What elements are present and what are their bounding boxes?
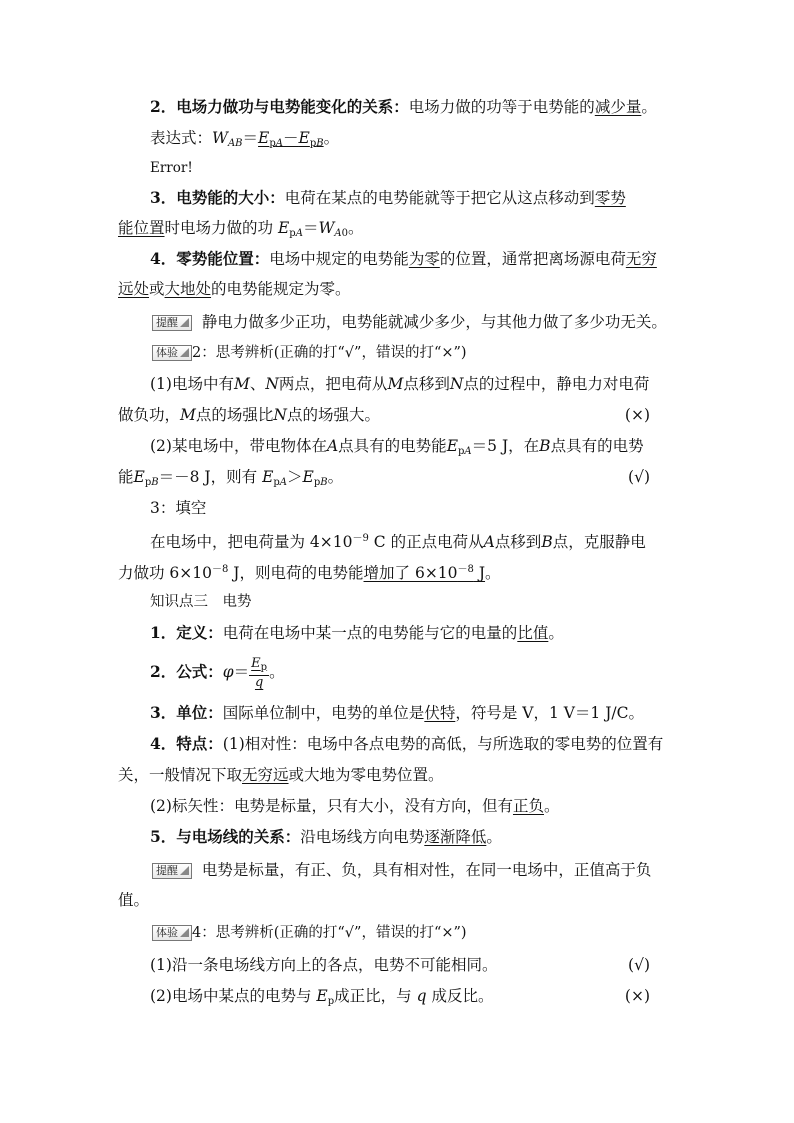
tip-label: 提醒 (152, 863, 192, 879)
answer-mark: (√) (628, 468, 650, 486)
body-text: 成正比，与 (334, 987, 412, 1005)
heading-text: 1．定义： (150, 623, 223, 642)
body-text: 力做功 6×10 (118, 564, 212, 582)
body-text: 表达式： (150, 129, 213, 147)
heading-text: 3．单位： (150, 703, 223, 722)
heading-text: 2．电场力做功与电势能变化的关系： (150, 97, 409, 116)
body-text: 的位置，通常把离场源电荷 (439, 250, 626, 268)
exercise-label: 体验 (152, 925, 192, 941)
tip-label: 提醒 (152, 315, 192, 331)
question-line: 做负功，M点的场强比N点的场强大。 (×) (118, 406, 650, 424)
exponent: －8 (212, 564, 229, 575)
body-text: 电荷在某点的电势能就等于把它从这点移动到 (284, 189, 595, 207)
text-line (150, 248, 678, 270)
body-text: C 的正点电荷从 (368, 533, 484, 551)
formula-line: 表达式：$W_{AB}=E_{pA}-E_{pB}$。 (150, 129, 340, 149)
body-text: (2)标矢性：电势是标量，只有大小，没有方向，但有 (150, 797, 513, 815)
answer-text (364, 564, 486, 582)
answer-text: 比值 (517, 624, 549, 642)
fraction: $\frac{E_p}{q}$ (251, 655, 268, 690)
error-text: Error! (150, 160, 193, 176)
heading-text: 5．与电场线的关系： (150, 827, 301, 846)
body-text: (1)相对性：电场中各点电势的高低，与所选取的零电势的位置有 (222, 735, 664, 753)
text-line (150, 702, 678, 724)
tip-line (118, 311, 678, 333)
body-text: 点的过程中，静电力对电荷 (463, 375, 650, 393)
body-text: 点移到 (403, 375, 450, 393)
question-line (150, 954, 678, 976)
heading-text: 2．公式： (150, 662, 223, 681)
answer-mark: (×) (624, 987, 650, 1005)
body-text: 。 (486, 828, 502, 846)
answer-text: 大地处 (164, 280, 212, 298)
body-text: 成反比。 (431, 987, 494, 1005)
body-text: 。 (485, 564, 501, 582)
formula-line: 2．公式：φ＝ $\frac{E_p}{q}$ 。 (150, 655, 285, 690)
exercise-title: 3：填空 (150, 499, 207, 517)
body-text: ＝－8 J，则有 (158, 468, 258, 486)
body-text: 点的场强大。 (286, 406, 380, 424)
body-text: ＝5 J，在 (471, 437, 540, 455)
body-text: 时电场力做的功 (164, 219, 274, 237)
body-text: (2)电场中某点的电势与 (150, 987, 312, 1005)
tip-line: 值。 (118, 891, 150, 909)
body-text: (1)电场中有 (150, 375, 234, 393)
body-text: 点移到 (494, 533, 542, 551)
body-text: 点具有的电势能 (338, 437, 447, 455)
answer-text: $E_{pA}-E_{pB}$ (258, 129, 324, 149)
answer-mark: (×) (624, 406, 650, 424)
answer-text: 正负 (512, 797, 544, 815)
body-text: 。 (543, 797, 560, 815)
answer-text: 无穷 (625, 250, 657, 268)
body-text: (2)某电场中，带电物体在 (150, 437, 327, 455)
exercise-label: 体验 (152, 345, 192, 361)
body-text: 。 (548, 624, 564, 642)
text-line (150, 733, 678, 755)
answer-text: 远处 (118, 280, 150, 298)
answer-text: 零势 (594, 189, 626, 207)
answer-text: 能位置 (118, 219, 165, 237)
answer-text: 伏特 (424, 704, 456, 722)
body-text: 国际单位制中，电势的单位是 (222, 704, 425, 722)
answer-text: 逐渐降低 (424, 828, 487, 846)
answer-part: J (473, 564, 486, 582)
text-line (150, 795, 678, 817)
question-line: 能$E_{pB}=-8$ J，则有 $E_{pA}>E_{pB}$。 (√) (118, 468, 650, 488)
text-line (118, 764, 678, 786)
body-text: 点的场强比 (195, 406, 274, 424)
body-text: 点具有的电势 (550, 437, 644, 455)
text-line (150, 96, 678, 118)
answer-mark: (√) (628, 956, 650, 974)
answer-text: 为零 (408, 250, 440, 268)
exponent: －8 (457, 564, 474, 575)
body-text: 电场中规定的电势能 (269, 250, 409, 268)
section-heading: 知识点三 电势 (150, 594, 252, 610)
answer-text: 减少量 (594, 98, 642, 116)
exercise-header (118, 342, 678, 364)
body-text: 沿电场线方向电势 (300, 828, 425, 846)
exercise-title: 2：思考辨析(正确的打“√”，错误的打“×”) (192, 345, 467, 361)
question-line: (2)某电场中，带电物体在A点具有的电势能$E_{pA}=5$ J，在B点具有的电势 (150, 437, 644, 457)
heading-text: 4．零势能位置： (150, 249, 270, 268)
body-text: 关，一般情况下取 (118, 766, 243, 784)
text-line: 能位置时电场力做的功 $E_{pA}=W_{A0}$。 (118, 219, 364, 239)
exercise-header (118, 922, 678, 944)
body-text: 两点，把电荷从 (278, 375, 388, 393)
body-text: 点，克服静电 (552, 533, 646, 551)
body-text: 电场力做的功等于电势能的 (408, 98, 595, 116)
answer-part: 增加了 6×10 (363, 564, 458, 582)
heading-text: 3．电势能的大小： (150, 188, 285, 207)
body-text: 做负功， (118, 406, 181, 424)
text-line (150, 826, 678, 848)
body-text: 能 (118, 468, 134, 486)
answer-text: 无穷远 (242, 766, 289, 784)
body-text: ，符号是 V，1 V＝1 J/C。 (455, 704, 645, 722)
tip-text: 电势是标量，有正、负，具有相对性，在同一电场中，正值高于负 (201, 861, 652, 879)
body-text: 在电场中，把电荷量为 4×10 (150, 533, 353, 551)
body-text: 或大地为零电势位置。 (288, 766, 444, 784)
exercise-title: 4：思考辨析(正确的打“√”，错误的打“×”) (192, 925, 467, 941)
body-text: 或 (149, 280, 165, 298)
question-line: 在电场中，把电荷量为 $4\times 10^{-9}$ C 的正点电荷从A点移到B点，克服静电 (150, 533, 646, 551)
text-line (150, 622, 678, 644)
tip-line (118, 859, 678, 881)
body-text: (1)沿一条电场线方向上的各点，电势不可能相同。 (150, 956, 498, 974)
heading-text: 4．特点： (150, 734, 223, 753)
question-line: (2)电场中某点的电势与 $E_p$成正比，与 q 成反比。 (×) (150, 987, 650, 1007)
body-text: 的电势能规定为零。 (211, 280, 351, 298)
question-line (118, 559, 678, 584)
body-text: J，则电荷的电势能 (228, 564, 364, 582)
body-text: 。 (269, 663, 285, 681)
text-line (118, 278, 678, 300)
tip-text: 静电力做多少正功，电势能就减少多少，与其他力做了多少功无关。 (201, 313, 667, 331)
exponent: －9 (352, 533, 369, 544)
question-line: (1)电场中有M、N两点，把电荷从M点移到N点的过程中，静电力对电荷 (150, 375, 650, 393)
body-text: 电荷在电场中某一点的电势能与它的电量的 (222, 624, 518, 642)
body-text: 。 (641, 98, 657, 116)
text-line (150, 187, 678, 209)
